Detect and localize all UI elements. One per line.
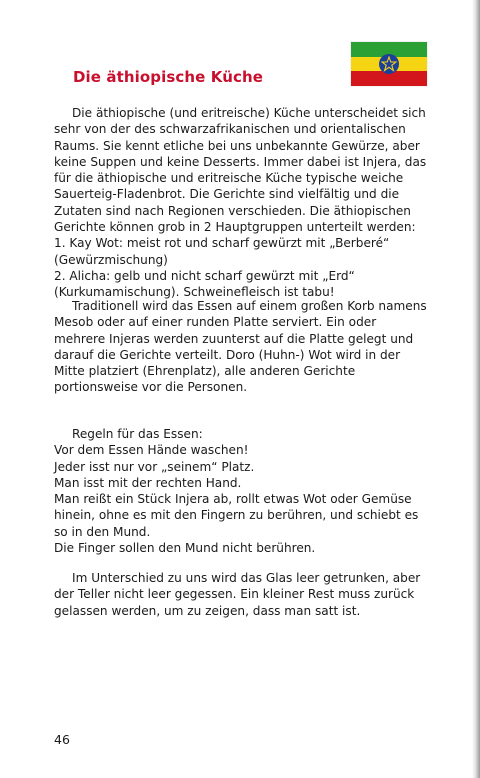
rules-heading: Regeln für das Essen: — [72, 427, 203, 441]
star-icon — [381, 56, 397, 72]
page-title: Die äthiopische Küche — [73, 68, 264, 86]
page-number: 46 — [54, 732, 70, 747]
intro-section — [54, 105, 428, 301]
ethiopian-flag-icon — [351, 42, 427, 86]
serving-section — [54, 298, 428, 396]
closing-paragraph: Im Unterschied zu uns wird das Glas leer getrunken, aber der Teller nicht leer gegessen. Ein kleiner Rest muss zurück gelassen werden, um zu zeigen, dass man satt ist. — [54, 571, 421, 618]
dish-group-1: 1. Kay Wot: meist rot und scharf gewürzt mit „Berberé“ (Gewürzmischung) — [54, 236, 390, 267]
dish-group-2: 2. Alicha: gelb und nicht scharf gewürzt mit „Erd“ (Kurkumamischung). Schweinefleisch ist tabu! — [54, 268, 355, 300]
closing-section — [54, 570, 428, 619]
intro-paragraph: Die äthiopische (und eritreische) Küche unterscheidet sich sehr von der des schwarzafrikanischen und orientalischen Raums. Sie kennt etliche bei uns unbekannte Gewürze, aber keine Suppen und keine Desserts. Immer dabei ist Injera, das für die äthiopische und eritreische Küche typische weiche Sauerteig-Fladenbrot. Die Gerichte sind vielfältig und die Zutaten sind nach Regionen verschieden. Die äthiopischen Gerichte können grob in 2 Hauptgruppen unterteilt werden: — [54, 106, 427, 235]
rule-item: Man isst mit der rechten Hand. — [54, 475, 242, 490]
serving-paragraph: Traditionell wird das Essen auf einem großen Korb namens Mesob oder auf einer runden Platte serviert. Ein oder mehrere Injeras werden zuunterst auf die Platte gelegt und darauf die Gerichte verteilt. Doro (Huhn-) Wot wird in der Mitte platziert (Ehrenplatz), alle anderen Gerichte portionsweise vor die Personen. — [54, 299, 427, 395]
rule-item: Jeder isst nur vor „seinem“ Platz. — [54, 459, 255, 474]
flag-star-emblem-icon — [379, 54, 399, 74]
rule-item: Die Finger sollen den Mund nicht berühren. — [54, 541, 316, 556]
page-edge-shadow — [472, 0, 480, 778]
rule-item: Vor dem Essen Hände waschen! — [54, 443, 249, 458]
rules-section — [54, 426, 428, 556]
rule-item: Man reißt ein Stück Injera ab, rollt etwas Wot oder Gemüse hinein, ohne es mit den Fingern zu berühren, und schiebt es so in den Mund. — [54, 492, 419, 539]
